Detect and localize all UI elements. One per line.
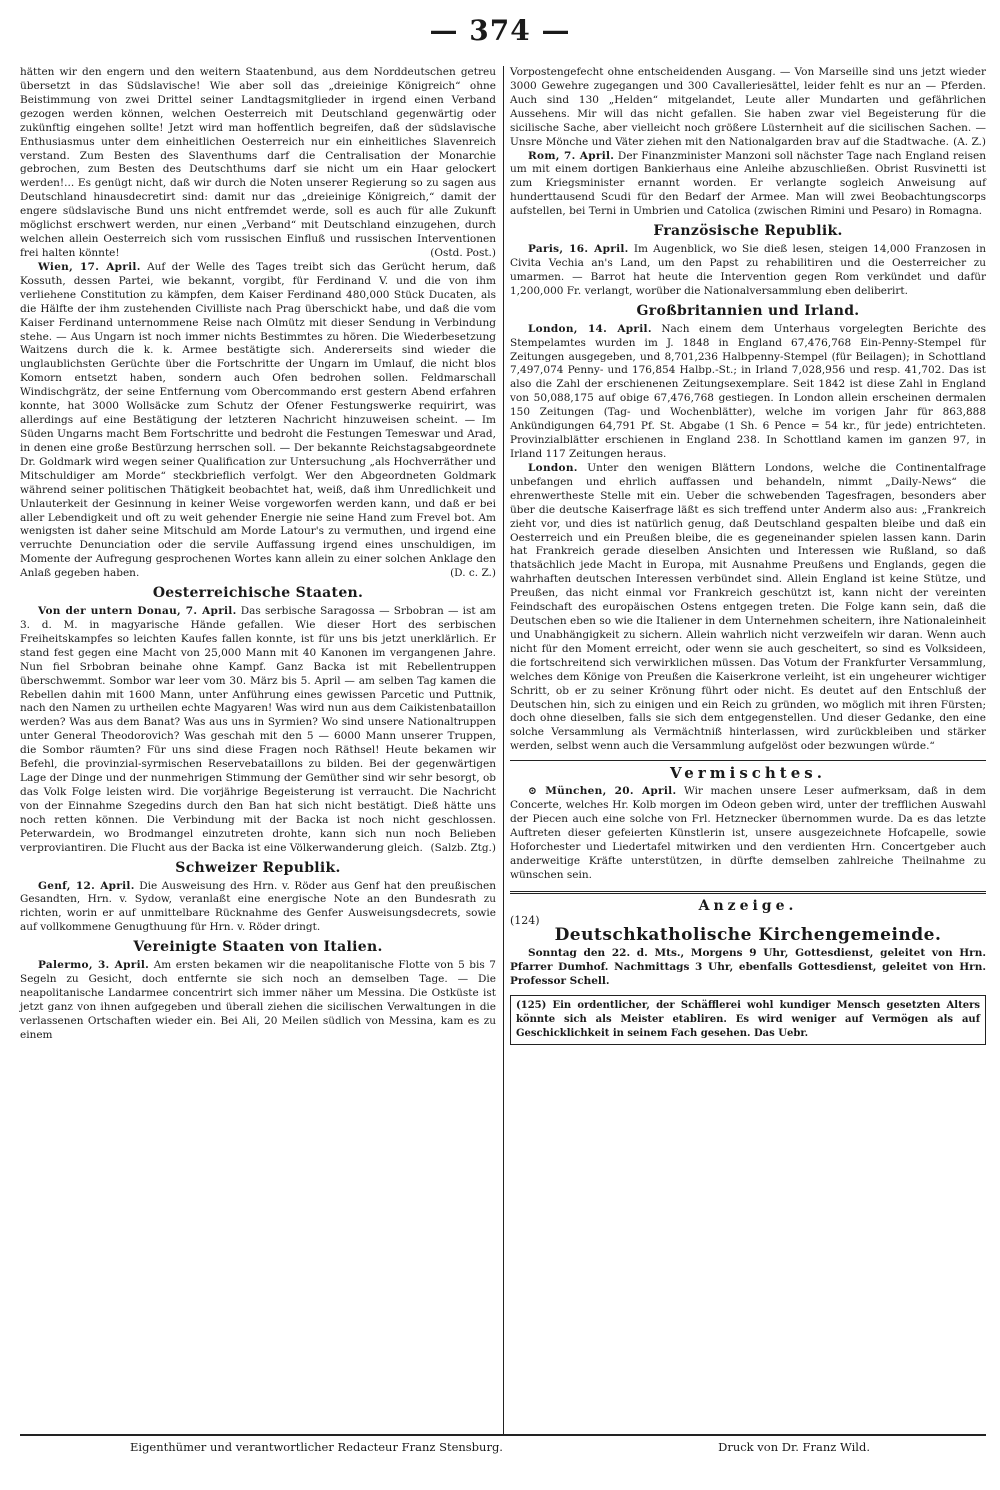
dateline: London, 14. April. (528, 322, 652, 335)
article-paragraph: Von der untern Donau, 7. April. Das serbische Saragossa — Srbobran — ist am 3. d. M. in magyarische Hände gefallen. Wie dieser Hort des serbischen Freiheitskampfes so leichten Kaufes fallen konnte, ist für uns bis jetzt unerklärlich. Er stand fest gegen eine Macht von 25,000 Mann mit 40 Kanonen im vergangenen Jahre. Nun fiel Srbobran beinahe ohne Kampf. Ganz Backa ist mit Rebellentruppen überschwemmt. Sombor war leer vom 30. März bis 5. April — am selben Tag kamen die Rebellen dahin mit 1600 Mann, unter Anführung eines gewissen Parcetic und Puttnik, nach den Namen zu urtheilen echte Magyaren! Was wird nun aus dem Caikistenbataillon werden? Was aus dem Banat? Was aus uns in Syrmien? Wo sind unsere Nationaltruppen unter General Theodorovich? Was geschah mit den 5 — 6000 Mann unserer Truppen, die Sombor räumten? Für uns sind diese Fragen noch Räthsel! Heute bekamen wir Befehl, die provinzial-syrmischen Reservebataillons zu bilden. Bei der gegenwärtigen Lage der Dinge und der nunmehrigen Stimmung der Gemüther sind wir sehr besorgt, ob das Volk Folge leisten wird. Die vorjährige Begeisterung ist verraucht. Die Nachricht von der Einnahme Szegedins durch den Ban hat sich nicht bestätigt. Dieß hätte uns noch retten können. Die Verbindung mit der Backa ist noch nicht geschlossen. Peterwardein, wo Brodmangel einzutreten drohte, kann sich nun noch Belieben verproviantiren. Die Flucht aus der Backa ist eine Völkerwanderung gleich. (Salzb. Ztg.) (20, 605, 496, 854)
advert-number: (124) (510, 913, 540, 927)
imprint-footer (130, 1440, 870, 1454)
section-divider (510, 760, 986, 761)
advert-heading: Deutschkatholische Kirchengemeinde. (554, 925, 942, 946)
dateline: Genf, 12. April. (38, 879, 135, 892)
classified-advert: (125) Ein ordentlicher, der Schäfflerei wohl kundiger Mensch gesetzten Alters könnte sich als Meister etabliren. Es wird weniger auf Vermögen als auf Geschicklichkeit in seinem Fach gesehen. Das Uebr. (510, 995, 986, 1045)
article-paragraph: Rom, 7. April. Der Finanzminister Manzoni soll nächster Tage nach England reisen um mit einem dortigen Bankierhaus eine Anleihe abzuschließen. Obrist Rusvinetti ist zum Kriegsminister ernannt worden. Er verlangte sogleich Anweisung auf hunderttausend Scudi für den Bedarf der Armee. Man will zwei Beobachtungscorps aufstellen, bei Terni in Umbrien und Catolica (zwischen Rimini und Pesaro) in Romagna. (510, 149, 986, 218)
section-heading: Oesterreichische Staaten. (152, 585, 364, 602)
section-heading: Französische Republik. (653, 223, 843, 240)
dateline: Palermo, 3. April. (38, 959, 150, 972)
article-paragraph: London, 14. April. Nach einem dem Unterhaus vorgelegten Berichte des Stempelamtes wurden im J. 1848 in England 67,476,768 Ein-Penny-Stempel für Zeitungen ausgegeben, und 8,701,236 Halbpenny-Stempel (für Beilagen); in Schottland 7,497,074 Penny- und 176,854 Halbp.-St.; in Irland 7,028,956 und resp. 41,702. Das ist also die Zahl der erschienenen Zeitungsexemplare. Seit 1842 ist diese Zahl in England von 50,088,175 auf obige 67,476,768 gestiegen. In London allein erscheinen dermalen 150 Zeitungen (Tag- und Wochenblätter), welche im vorigen Jahr für 863,888 Ankündigungen 64,791 Pf. St. Abgabe (1 Sh. 6 Pence = 54 kr., für jede) entrichteten. Provinzialblätter erschienen in England 238. In Schottland kamen im ganzen 97, in Irland 117 Zeitungen heraus. (510, 322, 986, 460)
article-paragraph: London. Unter den wenigen Blättern Londons, welche die Continentalfrage unbefangen und ehrlich auffassen und behandeln, nimmt „Daily-News“ die ehrenwertheste Stelle mit ein. Ueber die schwebenden Tagesfragen, besonders aber über die deutsche Kaiserfrage läßt es sich treffend unter Anderm also aus: „Frankreich zieht vor, und dies ist natürlich genug, daß Deutschland gespalten bleibe und daß ein Oesterreich und ein Preußen bleibe, die es gegeneinander spielen lassen kann. Darin hat Frankreich gerade dieselben Ansichten und Interessen wie Rußland, so daß thatsächlich jede Macht in Europa, mit Ausnahme Preußens und Englands, gegen die wahrhaften deutschen Interessen verbündet sind. Allein England ist keine Stütze, und Preußen, das nicht einmal vor Frankreich geschützt ist, kann nicht der vereinten Feindschaft des europäischen Ostens entgegen treten. Die Folge kann sein, daß die Deutschen eben so wie die Italiener in dem Unternehmen scheitern, ihre Nationaleinheit und Unabhängigkeit zu sichern. Allein wahrlich nicht verzweifeln wir daran. Wenn auch nicht für den Moment erreicht, oder wenn sie auch gescheitert, so sind es Volksideen, die fortschreitend sich verwirklichen müssen. Das Votum der Frankfurter Versammlung, welches dem Könige von Preußen die Kaiserkrone verleiht, ist ein ungeheurer wichtiger Schritt, ob er zu seiner Krönung führt oder nicht. Es deutet auf den Entschluß der Deutschen hin, sich zu einigen und ein Reich zu gründen, wo möglich mit ihren Fürsten; doch ohne dieselben, falls sie sich dem entgegenstellen. Und dieser Gedanke, den eine solche Versammlung als Vermächtniß hinterlassen, wird zurückbleiben und stärker werden, selbst wenn auch die Versammlung aufgelöst oder bezwungen würde.“ (510, 461, 986, 753)
printer-imprint: Druck von Dr. Franz Wild. (718, 1440, 870, 1454)
advert-title: Anzeige. (698, 897, 798, 914)
article-paragraph: Paris, 16. April. Im Augenblick, wo Sie dieß lesen, steigen 14,000 Franzosen in Civita Vechia an's Land, um den Papst zu rehabilitiren und die Oesterreicher zu umarmen. — Barrot hat heute die Intervention gegen Rom verkündet und dafür 1,200,000 Fr. verlangt, worüber die Nationalversammlung eben deliberirt. (510, 243, 986, 297)
section-heading: Vereinigte Staaten von Italien. (133, 939, 383, 956)
article-paragraph: hätten wir den engern und den weitern Staatenbund, aus dem Norddeutschen getreu übersetzt in das Südslavische! Wie aber soll das „dreieinige Königreich“ ohne Beistimmung von zwei Drittel seiner Landtagsmitglieder in irgend einen Verband gezogen werden können, welchen Oesterreich mit Deutschland gegenwärtig oder zukünftig eingehen sollte! Jetzt wird man hoffentlich begreifen, daß der südslavische Enthusiasmus unter dem einheitlichen Oesterreich nur ein einheitliches Slavenreich verstand. Zum Besten des Slaventhums darf die Centralisation der Monarchie gebrochen, zum Besten des Deutschthums darf sie nicht um ein Haar gelockert werden!... Es genügt nicht, daß wir durch die Noten unserer Regierung so zu sagen aus Deutschland hinausdecretirt sind: damit nur das „dreieinige Königreich,“ damit der engere südslavische Bund uns nicht entfremdet werde, soll es auch für alle Zukunft möglichst erschwert werden, nur einen „Verband“ mit Deutschland einzugehen, durch welchen allein Oesterreich sich vom russischen Einfluß und russischen Interventionen frei halten könnte! (Ostd. Post.) (20, 66, 496, 259)
column-rule (503, 66, 504, 1434)
advert-body: Sonntag den 22. d. Mts., Morgens 9 Uhr, Gottesdienst, geleitet von Hrn. Pfarrer Dumhof. Nachmittags 3 Uhr, ebenfalls Gottesdienst, geleitet von Hrn. Professor Schell. (510, 947, 986, 988)
dateline: Paris, 16. April. (528, 243, 629, 256)
article-paragraph: ⊙ München, 20. April. Wir machen unsere Leser aufmerksam, daß in dem Concerte, welches Hr. Kolb morgen im Odeon geben wird, unter der trefflichen Auswahl der Piecen auch eine solche von Frl. Hetznecker übernommen wurde. Da es das letzte Auftreten dieser gefeierten Künstlerin ist, unsere ausgezeichnete Hofcapelle, sowie Hoforchester und Liedertafel mitwirken und den verdienten Hrn. Concertgeber auch anderweitige Kräfte unterstützen, in dürfte demselben zahlreiche Theilnahme zu wünschen sein. (510, 785, 987, 881)
dateline: Wien, 17. April. (38, 260, 141, 273)
dateline: ⊙ München, 20. April. (528, 785, 677, 798)
right-column (510, 66, 986, 1045)
page-number: — 374 — (429, 14, 571, 47)
source-citation: (D. c. Z.) (450, 567, 496, 580)
source-citation: (Ostd. Post.) (430, 246, 496, 259)
editor-imprint: Eigenthümer und verantwortlicher Redacteur Franz Stensburg. (130, 1440, 503, 1454)
advert-divider (510, 891, 986, 894)
section-heading: Schweizer Republik. (175, 859, 341, 876)
article-paragraph: Wien, 17. April. Auf der Welle des Tages treibt sich das Gerücht herum, daß Kossuth, dessen Partei, wie bekannt, vorgibt, für Ferdinand V. und die von ihm verliehene Constitution zu kämpfen, dem Kaiser Ferdinand 480,000 Stück Ducaten, als die Hälfte der ihm zustehenden Civilliste nach Prag überschickt habe, und daß die vom Kaiser Ferdinand unternommene Reise nach Olmütz mit dieser Sendung in Verbindung stehe. — Aus Ungarn ist noch immer nichts Bestimmtes zu hören. Die Wiederbesetzung Waitzens durch die k. k. Armee bestätigte sich. Andererseits sind wieder die unglaublichsten Gerüchte über die Fortschritte der Ungarn im Umlauf, die nicht blos Komorn entsetzt haben, sondern auch Ofen bedrohen sollen. Feldmarschall Windischgrätz, der seine Entfernung vom Obercommando erst gestern Abend erfahren konnte, hat 3000 Wollsäcke zum Schutz der Ofener Festungswerke requirirt, was allerdings auf eine Bestätigung der letzteren Nachricht hinzuweisen scheint. — Im Süden Ungarns macht Bem Fortschritte und bedroht die Festungen Temeswar und Arad, in denen eine große Bestürzung herrschen soll. — Der bekannte Reichstagsabgeordnete Dr. Goldmark wird wegen seiner Qualification zur Untersuchung „als Hochverräther und Mitschuldiger am Morde“ steckbrieflich verfolgt. Wer den Abgeordneten Goldmark während seiner politischen Thätigkeit beobachtet hat, weiß, daß ihm Unredlichkeit und Unlauterkeit der Gesinnung in keiner Weise vorgeworfen werden kann, und daß er bei aller Lebendigkeit und oft zu weit gehender Energie nie seine Hand zum Frevel bot. Am wenigsten ist daher seine Mitschuld am Morde Latour's zu vermuthen, und irgend eine verruchte Denunciation oder die servile Auffassung irgend eines unschuldigen, im Momente der Aufregung gesprochenen Wortes kann allein zu einer solchen Anklage den Anlaß gegeben haben. (D. c. Z.) (20, 260, 496, 580)
source-citation: (A. Z.) (953, 135, 986, 148)
article-paragraph: Palermo, 3. April. Am ersten bekamen wir die neapolitanische Flotte von 5 bis 7 Segeln zu Gesicht, doch entfernte sie sich noch an demselben Tage. — Die neapolitanische Landarmee concentrirt sich immer näher um Messina. Die Ostküste ist jetzt ganz von ihnen aufgegeben und überall ziehen die sicilischen Verwaltungen in die verlassenen Ortschaften wieder ein. Bei Ali, 20 Meilen südlich von Messina, kam es zu einem (20, 959, 496, 1041)
section-heading: Großbritannien und Irland. (636, 302, 860, 319)
section-heading: Vermischtes. (670, 764, 826, 783)
source-citation: (Salzb. Ztg.) (430, 841, 496, 854)
left-column (20, 66, 496, 1043)
dateline: Von der untern Donau, 7. April. (38, 605, 237, 618)
article-paragraph: Vorpostengefecht ohne entscheidenden Ausgang. — Von Marseille sind uns jetzt wieder 3000 Gewehre zugegangen und 300 Cavalleriesättel, leider fehlt es nur an — Pferden. Auch sind 130 „Helden“ mitgelandet, Leute aller Mundarten und gefährlichen Aussehens. Mir will das nicht gefallen. Sie haben zwar viel Begeisterung für die sicilische Sache, aber vielleicht noch größere Lüsternheit auf die sicilischen Sachen. — Unsre Mönche und Väter ziehen mit den Nationalgarden brav auf die Stadtwache. (A. Z.) (510, 66, 986, 148)
dateline: London. (528, 461, 578, 474)
dateline: Rom, 7. April. (528, 149, 615, 162)
article-paragraph: Genf, 12. April. Die Ausweisung des Hrn. v. Röder aus Genf hat den preußischen Gesandten, Hrn. v. Sydow, veranlaßt eine energische Note an den Bundesrath zu richten, worin er auf unmittelbare Rücknahme des Genfer Ausweisungsdecrets, sowie auf vollkommene Genugthuung für Hrn. v. Röder dringt. (20, 879, 496, 934)
footer-rule (20, 1434, 986, 1436)
